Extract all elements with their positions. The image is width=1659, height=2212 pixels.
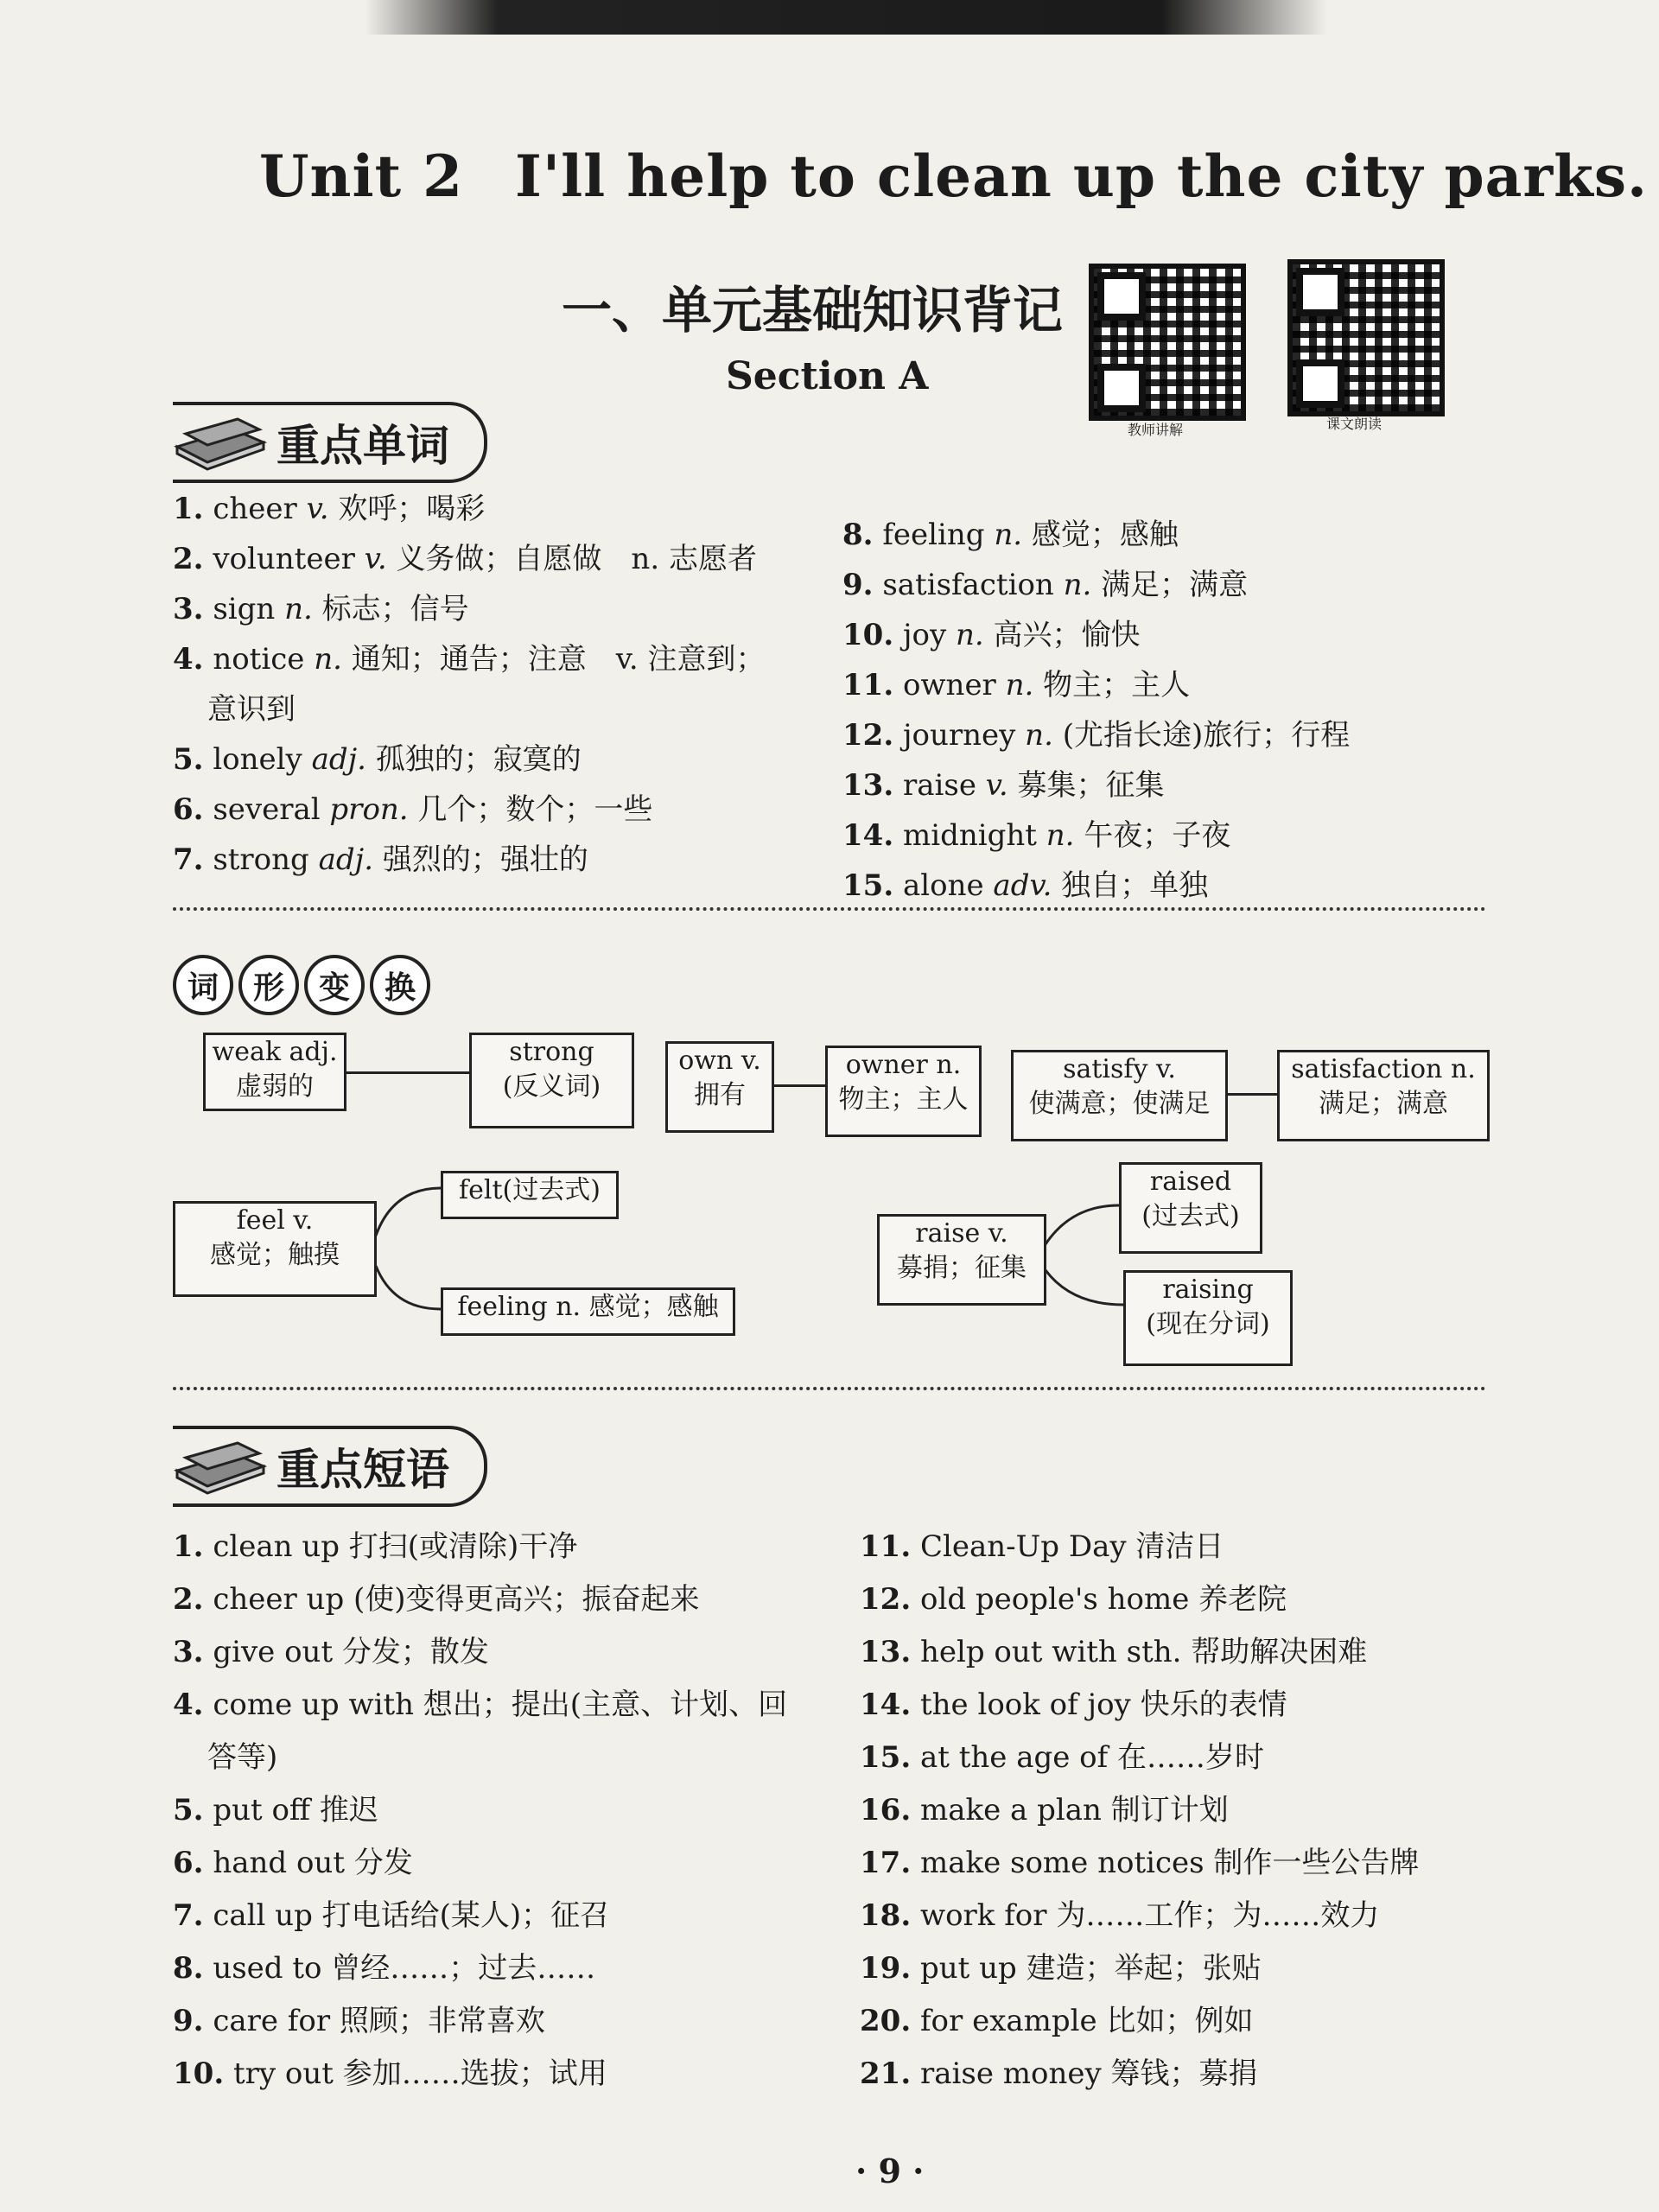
form-box-weak: weak adj. 虚弱的 bbox=[203, 1033, 346, 1111]
form-box-raised: raised (过去式) bbox=[1119, 1162, 1262, 1254]
phrase-item: 2. cheer up (使)变得更高兴；振奋起来 bbox=[173, 1582, 700, 1617]
qr-caption: 教师讲解 bbox=[1128, 422, 1184, 438]
heading-char: 换 bbox=[370, 955, 430, 1015]
form-box-raising: raising (现在分词) bbox=[1123, 1270, 1293, 1366]
phrase-item: 11. Clean-Up Day 清洁日 bbox=[860, 1529, 1224, 1564]
phrase-item: 17. make some notices 制作一些公告牌 bbox=[860, 1846, 1420, 1880]
phrase-item: 答等) bbox=[207, 1740, 278, 1775]
heading-char: 形 bbox=[238, 955, 299, 1015]
phrase-item: 16. make a plan 制订计划 bbox=[860, 1793, 1229, 1827]
phrase-item: 14. the look of joy 快乐的表情 bbox=[860, 1688, 1287, 1722]
word-item: 8. feeling n. 感觉；感触 bbox=[842, 518, 1179, 552]
form-box-feeling: feeling n. 感觉；感触 bbox=[441, 1287, 735, 1336]
section-label: Section A bbox=[726, 354, 929, 398]
phrase-item: 4. come up with 想出；提出(主意、计划、回 bbox=[173, 1688, 788, 1722]
word-item: 7. strong adj. 强烈的；强壮的 bbox=[173, 842, 588, 877]
key-phrases-right bbox=[860, 1521, 1419, 2101]
form-box-owner: owner n. 物主；主人 bbox=[825, 1046, 982, 1137]
word-item: 10. joy n. 高兴；愉快 bbox=[842, 618, 1141, 652]
form-box-felt: felt(过去式) bbox=[441, 1171, 619, 1219]
word-item: 3. sign n. 标志；信号 bbox=[173, 592, 469, 626]
form-box-satisfy: satisfy v. 使满意；使满足 bbox=[1011, 1050, 1228, 1141]
phrase-item: 10. try out 参加……选拔；试用 bbox=[173, 2056, 607, 2091]
phrase-item: 5. put off 推迟 bbox=[173, 1793, 378, 1827]
phrase-item: 21. raise money 筹钱；募捐 bbox=[860, 2056, 1258, 2091]
word-item: 13. raise v. 募集；征集 bbox=[842, 768, 1165, 803]
section-heading: 一、单元基础知识背记 bbox=[562, 281, 1064, 340]
dotted-divider bbox=[173, 1387, 1486, 1390]
key-phrases-heading: 重点短语 bbox=[276, 1445, 449, 1495]
form-box-strong: strong (反义词) bbox=[469, 1033, 634, 1128]
books-icon bbox=[173, 1436, 268, 1497]
form-box-feel: feel v. 感觉；触摸 bbox=[173, 1201, 377, 1297]
form-box-raise: raise v. 募捐；征集 bbox=[877, 1214, 1046, 1306]
phrase-item: 6. hand out 分发 bbox=[173, 1846, 413, 1880]
word-item: 1. cheer v. 欢呼；喝彩 bbox=[173, 492, 486, 526]
page-number: · 9 · bbox=[855, 2152, 925, 2190]
key-words-heading: 重点单词 bbox=[276, 421, 449, 471]
phrase-item: 8. used to 曾经……；过去…… bbox=[173, 1951, 596, 1986]
word-item: 11. owner n. 物主；主人 bbox=[842, 668, 1191, 702]
word-item: 4. notice n. 通知；通告；注意 v. 注意到； bbox=[173, 642, 766, 677]
qr-caption: 课文朗读 bbox=[1326, 416, 1382, 432]
phrase-item: 3. give out 分发；散发 bbox=[173, 1635, 489, 1669]
phrase-item: 12. old people's home 养老院 bbox=[860, 1582, 1287, 1617]
key-phrases-left bbox=[173, 1521, 787, 2101]
phrase-item: 7. call up 打电话给(某人)；征召 bbox=[173, 1898, 610, 1933]
form-box-own: own v. 拥有 bbox=[665, 1041, 774, 1133]
phrase-item: 1. clean up 打扫(或清除)干净 bbox=[173, 1529, 578, 1564]
unit-number: Unit 2 bbox=[259, 143, 464, 210]
phrase-item: 13. help out with sth. 帮助解决困难 bbox=[860, 1635, 1368, 1669]
unit-title-text: I'll help to clean up the city parks. bbox=[515, 143, 1649, 210]
phrase-item: 9. care for 照顾；非常喜欢 bbox=[173, 2004, 545, 2038]
word-item: 9. satisfaction n. 满足；满意 bbox=[842, 568, 1249, 602]
word-item: 意识到 bbox=[207, 692, 296, 727]
phrase-item: 19. put up 建造；举起；张贴 bbox=[860, 1951, 1262, 1986]
form-box-satisfaction: satisfaction n. 满足；满意 bbox=[1277, 1050, 1490, 1141]
textbook-page bbox=[60, 0, 1649, 2212]
phrase-item: 18. work for 为……工作；为……效力 bbox=[860, 1898, 1380, 1933]
phrase-item: 15. at the age of 在……岁时 bbox=[860, 1740, 1265, 1775]
word-item: 6. several pron. 几个；数个；一些 bbox=[173, 792, 653, 827]
phrase-item: 20. for example 比如；例如 bbox=[860, 2004, 1254, 2038]
word-item: 15. alone adv. 独自；单独 bbox=[842, 868, 1209, 903]
heading-char: 变 bbox=[304, 955, 365, 1015]
word-item: 2. volunteer v. 义务做；自愿做 n. 志愿者 bbox=[173, 542, 757, 576]
word-item: 5. lonely adj. 孤独的；寂寞的 bbox=[173, 742, 582, 777]
word-item: 12. journey n. (尤指长途)旅行；行程 bbox=[842, 718, 1351, 753]
key-phrases-badge bbox=[173, 1426, 487, 1507]
heading-char: 词 bbox=[173, 955, 233, 1015]
word-item: 14. midnight n. 午夜；子夜 bbox=[842, 818, 1231, 853]
